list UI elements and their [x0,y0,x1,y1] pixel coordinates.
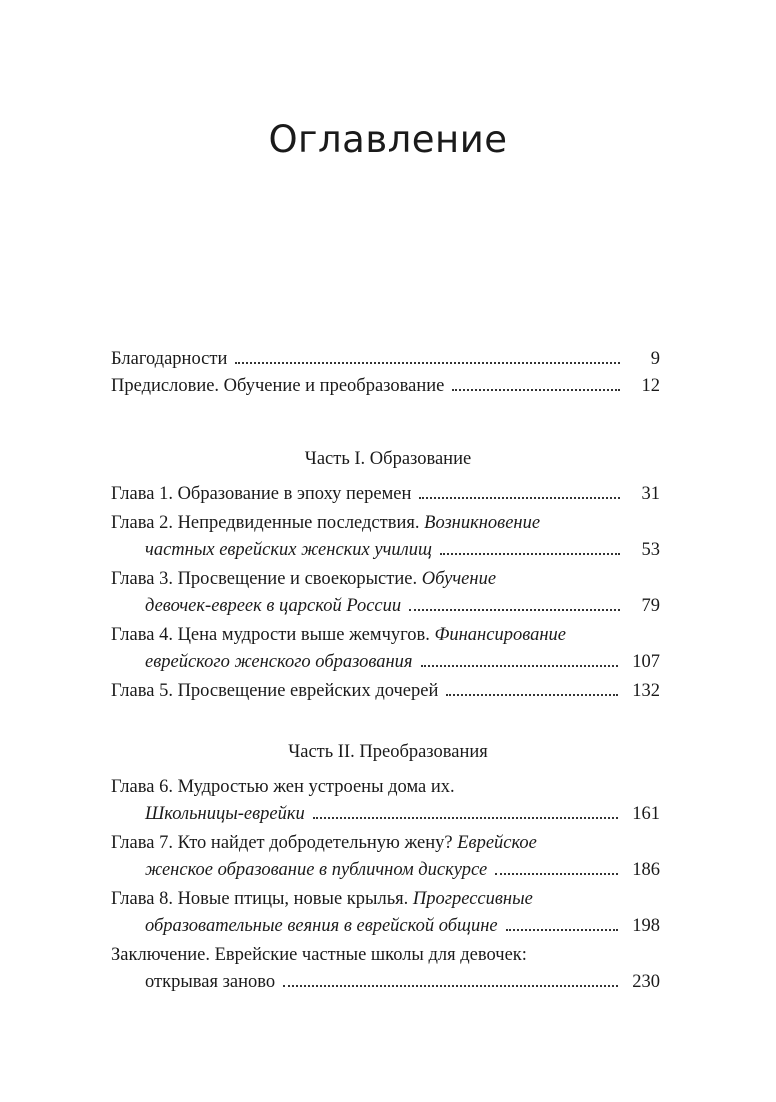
toc-entry[interactable] [111,774,660,828]
toc-entry-title-continued: открывая заново [145,972,276,992]
toc-entry-title: Глава 7. Кто найдет добродетельную жену? [111,833,453,853]
toc-front-matter [111,346,660,400]
toc-entry[interactable] [111,481,660,508]
toc-entry-title: Заключение. Еврейские частные школы для девочек: [111,945,527,965]
toc-entry-subtitle: Прогрессивные [412,889,533,909]
page-title: Оглавление [268,118,508,161]
toc-entry[interactable] [111,373,660,400]
toc-entry-title: Глава 3. Просвещение и своекорыстие. [111,569,418,589]
toc-entry[interactable] [111,346,660,373]
toc-entry-title: Глава 5. Просвещение еврейских дочерей [111,681,439,701]
toc-page-number: 132 [632,681,660,701]
leader-dots [419,497,620,499]
leader-dots [283,985,618,987]
toc-page-number: 12 [641,376,660,396]
toc-part-2 [111,774,660,996]
toc-entry-title: Глава 8. Новые птицы, новые крылья. [111,889,409,909]
toc-entry-subtitle: Еврейское [457,833,537,853]
toc-entry[interactable] [111,510,660,564]
toc-entry-title: Глава 2. Непредвиденные последствия. [111,513,420,533]
leader-dots [495,873,618,875]
toc-entry-subtitle: девочек-евреек в царской России [145,596,402,616]
leader-dots [446,694,618,696]
part-heading: Часть II. Преобразования [288,742,488,762]
toc-page-number: 107 [632,652,660,672]
toc-page-number: 186 [632,860,660,880]
toc-page-number: 79 [641,596,660,616]
toc-page-number: 161 [632,804,660,824]
toc-entry-title: Глава 4. Цена мудрости выше жемчугов. [111,625,430,645]
toc-entry-title: Глава 1. Образование в эпоху перемен [111,484,412,504]
toc-page-number: 31 [641,484,660,504]
toc-entry-subtitle: Возникновение [424,513,541,533]
leader-dots [409,609,620,611]
leader-dots [452,389,620,391]
toc-entry-title: Благодарности [111,349,228,369]
leader-dots [421,665,619,667]
toc-entry-subtitle: женское образование в публичном дискурсе [145,860,488,880]
toc-page-number: 198 [632,916,660,936]
toc-entry[interactable] [111,566,660,620]
toc-entry-subtitle: Школьницы-еврейки [145,804,305,824]
toc-page-number: 53 [641,540,660,560]
toc-entry-subtitle: образовательные веяния в еврейской общине [145,916,498,936]
toc-entry-subtitle: Финансирование [434,625,566,645]
toc-entry-title: Предисловие. Обучение и преобразование [111,376,445,396]
toc-page-number: 9 [650,349,660,369]
toc-entry-subtitle: частных еврейских женских училищ [145,540,432,560]
leader-dots [313,817,619,819]
leader-dots [506,929,619,931]
toc-entry[interactable] [111,886,660,940]
toc-entry[interactable] [111,622,660,676]
part-heading: Часть I. Образование [304,449,472,469]
leader-dots [235,362,620,364]
toc-entry[interactable] [111,942,660,996]
toc-entry-subtitle: еврейского женского образования [145,652,413,672]
toc-entry-title: Глава 6. Мудростью жен устроены дома их. [111,777,455,797]
leader-dots [440,553,620,555]
toc-part-1 [111,481,660,705]
toc-entry[interactable] [111,678,660,705]
toc-page-number: 230 [632,972,660,992]
toc-entry[interactable] [111,830,660,884]
toc-entry-subtitle: Обучение [421,569,497,589]
